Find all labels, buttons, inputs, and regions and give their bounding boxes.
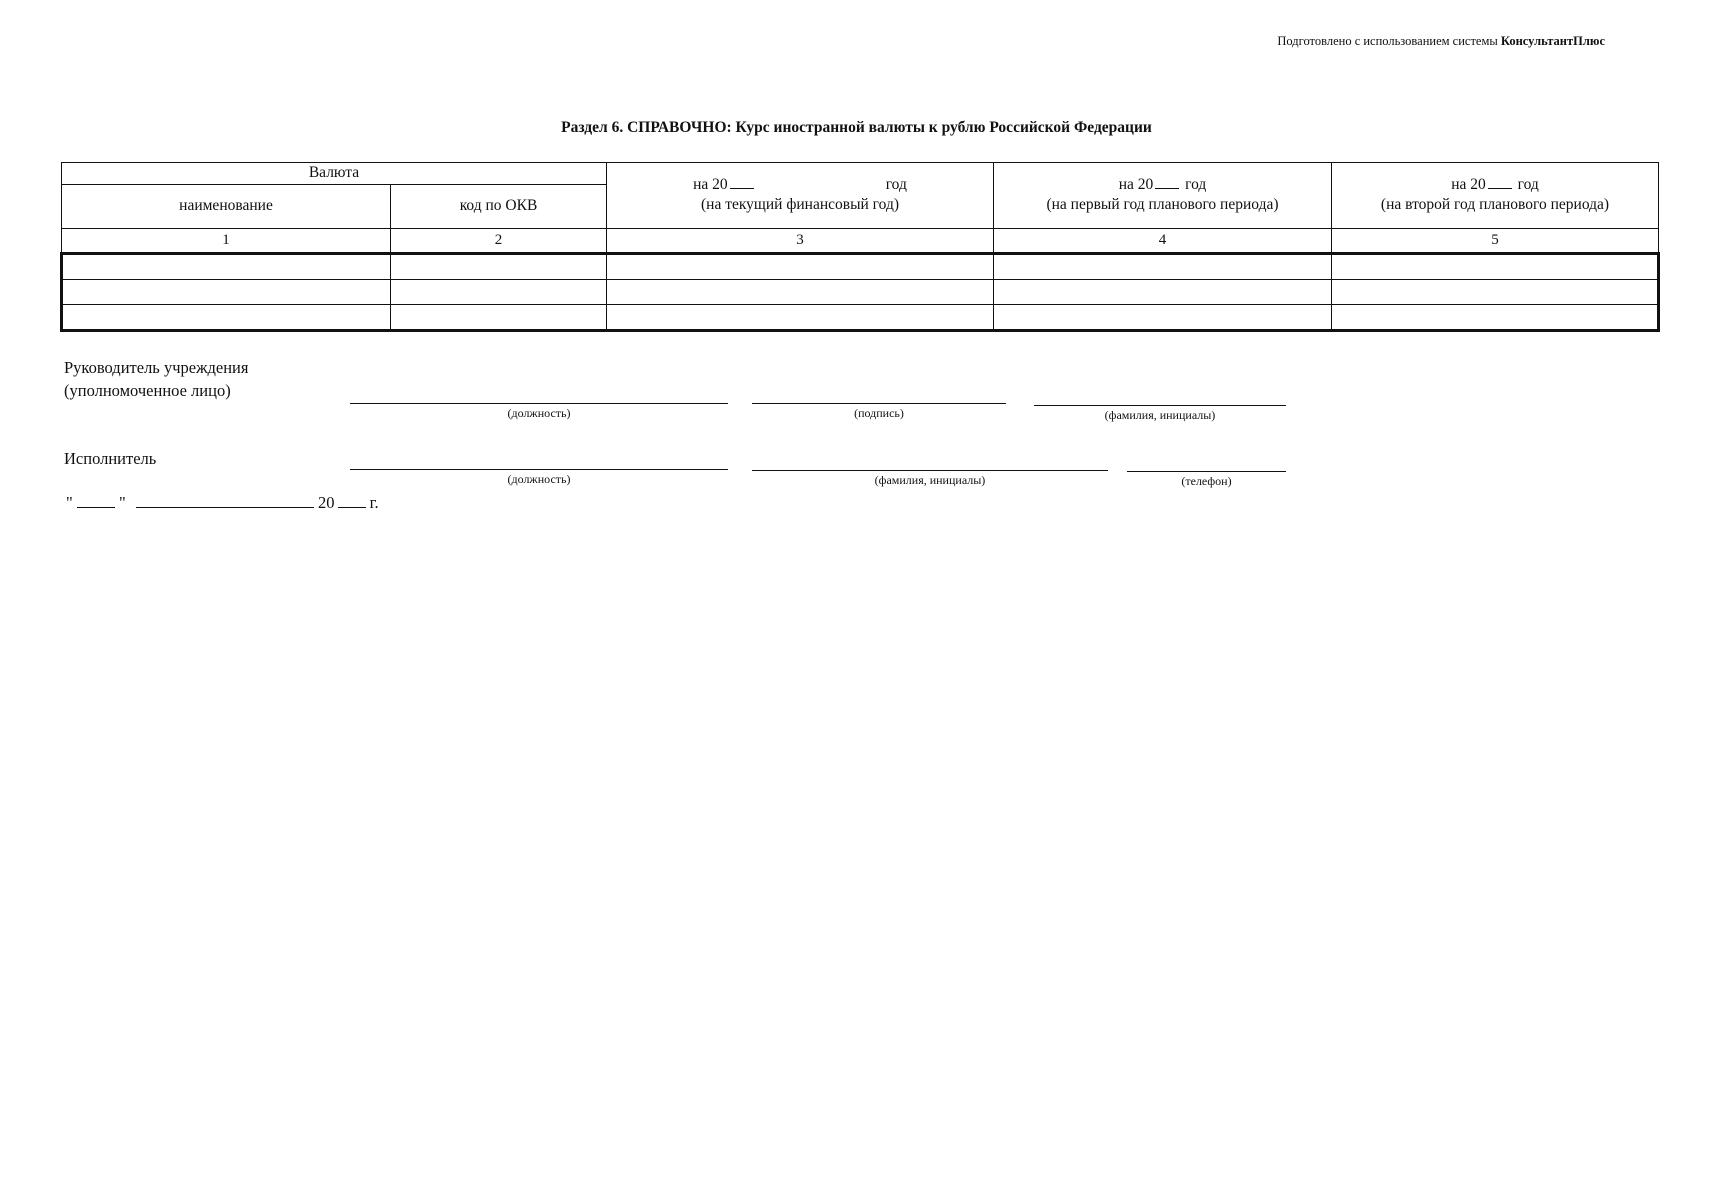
cell-rate-plan1[interactable]: [994, 253, 1332, 279]
date-month-field[interactable]: [136, 493, 314, 508]
cell-rate-plan2[interactable]: [1332, 253, 1659, 279]
date-quote-open: ": [66, 493, 73, 512]
head-signature-line[interactable]: [752, 403, 1006, 404]
year-blank: [1155, 176, 1179, 189]
year-blank: [730, 176, 754, 189]
table-row: [62, 253, 1659, 279]
date-line: [66, 493, 379, 513]
executor-position-caption: (должность): [507, 472, 571, 486]
header-col5-suffix: год: [1517, 175, 1539, 193]
head-name-line[interactable]: [1034, 405, 1286, 406]
executor-position-line[interactable]: [350, 469, 728, 470]
cell-rate-current[interactable]: [607, 253, 994, 279]
header-col4-suffix: год: [1185, 175, 1207, 193]
header-col4-prefix: на 20: [1118, 175, 1154, 193]
header-name: наименование: [62, 184, 391, 228]
header-col3-desc: (на текущий финансовый год): [701, 196, 899, 214]
cell-name[interactable]: [62, 304, 391, 330]
column-number: 2: [391, 228, 607, 253]
header-first-plan-year: [994, 163, 1332, 229]
header-currency: Валюта: [62, 163, 607, 185]
column-number: 3: [607, 228, 994, 253]
head-position-line[interactable]: [350, 403, 728, 404]
cell-name[interactable]: [62, 253, 391, 279]
date-year-suffix: г.: [369, 493, 379, 512]
cell-rate-current[interactable]: [607, 279, 994, 304]
head-label-line2: (уполномоченное лицо): [64, 381, 231, 400]
head-name-caption: (фамилия, инициалы): [1104, 408, 1216, 422]
year-blank: [1488, 176, 1512, 189]
executor-label: Исполнитель: [64, 449, 157, 468]
header-col5-prefix: на 20: [1451, 175, 1486, 193]
executor-name-caption: (фамилия, инициалы): [874, 473, 986, 487]
date-year-prefix: 20: [318, 493, 335, 512]
cell-rate-plan2[interactable]: [1332, 279, 1659, 304]
column-number: 5: [1332, 228, 1659, 253]
cell-name[interactable]: [62, 279, 391, 304]
column-number: 4: [994, 228, 1332, 253]
header-col5-desc: (на второй год планового периода): [1380, 196, 1610, 214]
head-label: [64, 356, 248, 402]
executor-phone-caption: (телефон): [1181, 474, 1232, 488]
column-number: 1: [62, 228, 391, 253]
cell-rate-plan1[interactable]: [994, 304, 1332, 330]
executor-name-line[interactable]: [752, 470, 1108, 471]
cell-code[interactable]: [391, 279, 607, 304]
header-col3-prefix: на 20: [693, 175, 728, 193]
header-current-year: [607, 163, 994, 229]
head-label-line1: Руководитель учреждения: [64, 358, 249, 377]
prepared-prefix: Подготовлено с использованием системы: [1277, 34, 1498, 48]
header-okv-code: код по ОКВ: [391, 184, 607, 228]
prepared-note: [1277, 34, 1605, 49]
header-col3-suffix: год: [885, 175, 907, 193]
cell-rate-plan2[interactable]: [1332, 304, 1659, 330]
header-second-plan-year: [1332, 163, 1659, 229]
prepared-system: КонсультантПлюс: [1500, 34, 1605, 48]
cell-code[interactable]: [391, 253, 607, 279]
executor-phone-line[interactable]: [1127, 471, 1286, 472]
cell-rate-plan1[interactable]: [994, 279, 1332, 304]
date-quote-close: ": [119, 493, 126, 512]
cell-code[interactable]: [391, 304, 607, 330]
date-day-field[interactable]: [77, 493, 115, 508]
table-row: [62, 304, 1659, 330]
head-position-caption: (должность): [507, 406, 571, 420]
head-signature-caption: (подпись): [854, 406, 904, 420]
document-title: Раздел 6. СПРАВОЧНО: Курс иностранной валюты к рублю Российской Федерации: [561, 119, 1152, 136]
currency-rate-table: [60, 162, 1660, 332]
date-year-field[interactable]: [338, 493, 366, 508]
header-col4-desc: (на первый год планового периода): [1046, 196, 1279, 214]
table-row: [62, 279, 1659, 304]
cell-rate-current[interactable]: [607, 304, 994, 330]
